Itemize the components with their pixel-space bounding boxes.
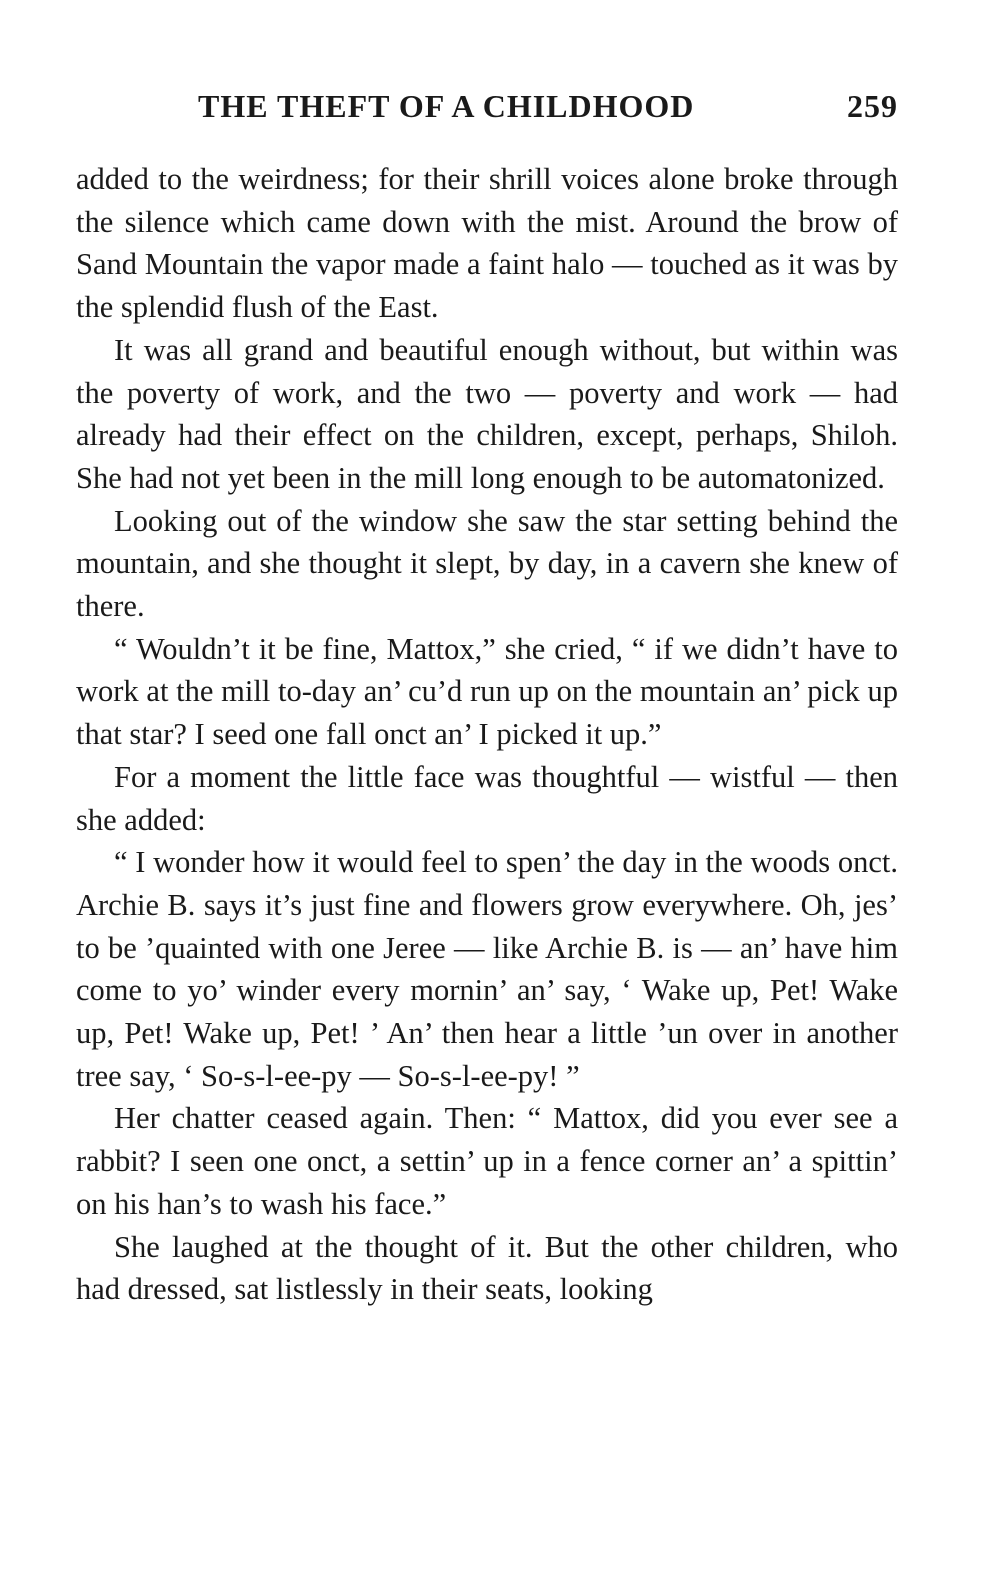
- paragraph: She laughed at the thought of it. But the other children, who had dressed, sat listlessly in their seats, looking: [76, 1229, 898, 1307]
- paragraph: Her chatter ceased again. Then: “ Mattox, did you ever see a rabbit? I seen one onct, a settin’ up in a fence corner an’ a spittin’ on his han’s to wash his face.”: [76, 1101, 898, 1221]
- running-title: THE THEFT OF A CHILDHOOD: [198, 88, 695, 124]
- body-text: [76, 158, 898, 1311]
- page-number: 259: [847, 88, 898, 124]
- paragraph: “ I wonder how it would feel to spen’ the day in the woods onct. Archie B. says it’s just fine and flowers grow everywhere. Oh, jes’ to be ’quainted with one Jeree — like Archie B. is — an’ have him come to yo’ winder every mornin’ an’ say, ‘ Wake up, Pet! Wake up, Pet! Wake up, Pet! ’ An’ then hear a little ’un over in another tree say, ‘ So-s-l-ee-py — So-s-l-ee-py! ”: [76, 845, 898, 1093]
- paragraph: “ Wouldn’t it be fine, Mattox,” she cried, “ if we didn’t have to work at the mill to-day an’ cu’d run up on the mountain an’ pick up that star? I seed one fall onct an’ I picked it up.”: [76, 631, 898, 752]
- paragraph: added to the weirdness; for their shrill voices alone broke through the silence which came down with the mist. Around the brow of Sand Mountain the vapor made a faint halo — touched as it was by the splendid flush of the East.: [76, 162, 898, 325]
- book-page: [76, 88, 898, 1311]
- paragraph: For a moment the little face was thoughtful — wistful — then she added:: [76, 759, 898, 837]
- page-header: [76, 88, 898, 136]
- paragraph: It was all grand and beautiful enough without, but within was the poverty of work, and the two — poverty and work — had already had their effect on the children, except, perhaps, Shiloh. She had not yet been in the mill long enough to be automatonized.: [76, 332, 898, 495]
- paragraph: Looking out of the window she saw the star setting behind the mountain, and she thought it slept, by day, in a cavern she knew of there.: [76, 503, 898, 624]
